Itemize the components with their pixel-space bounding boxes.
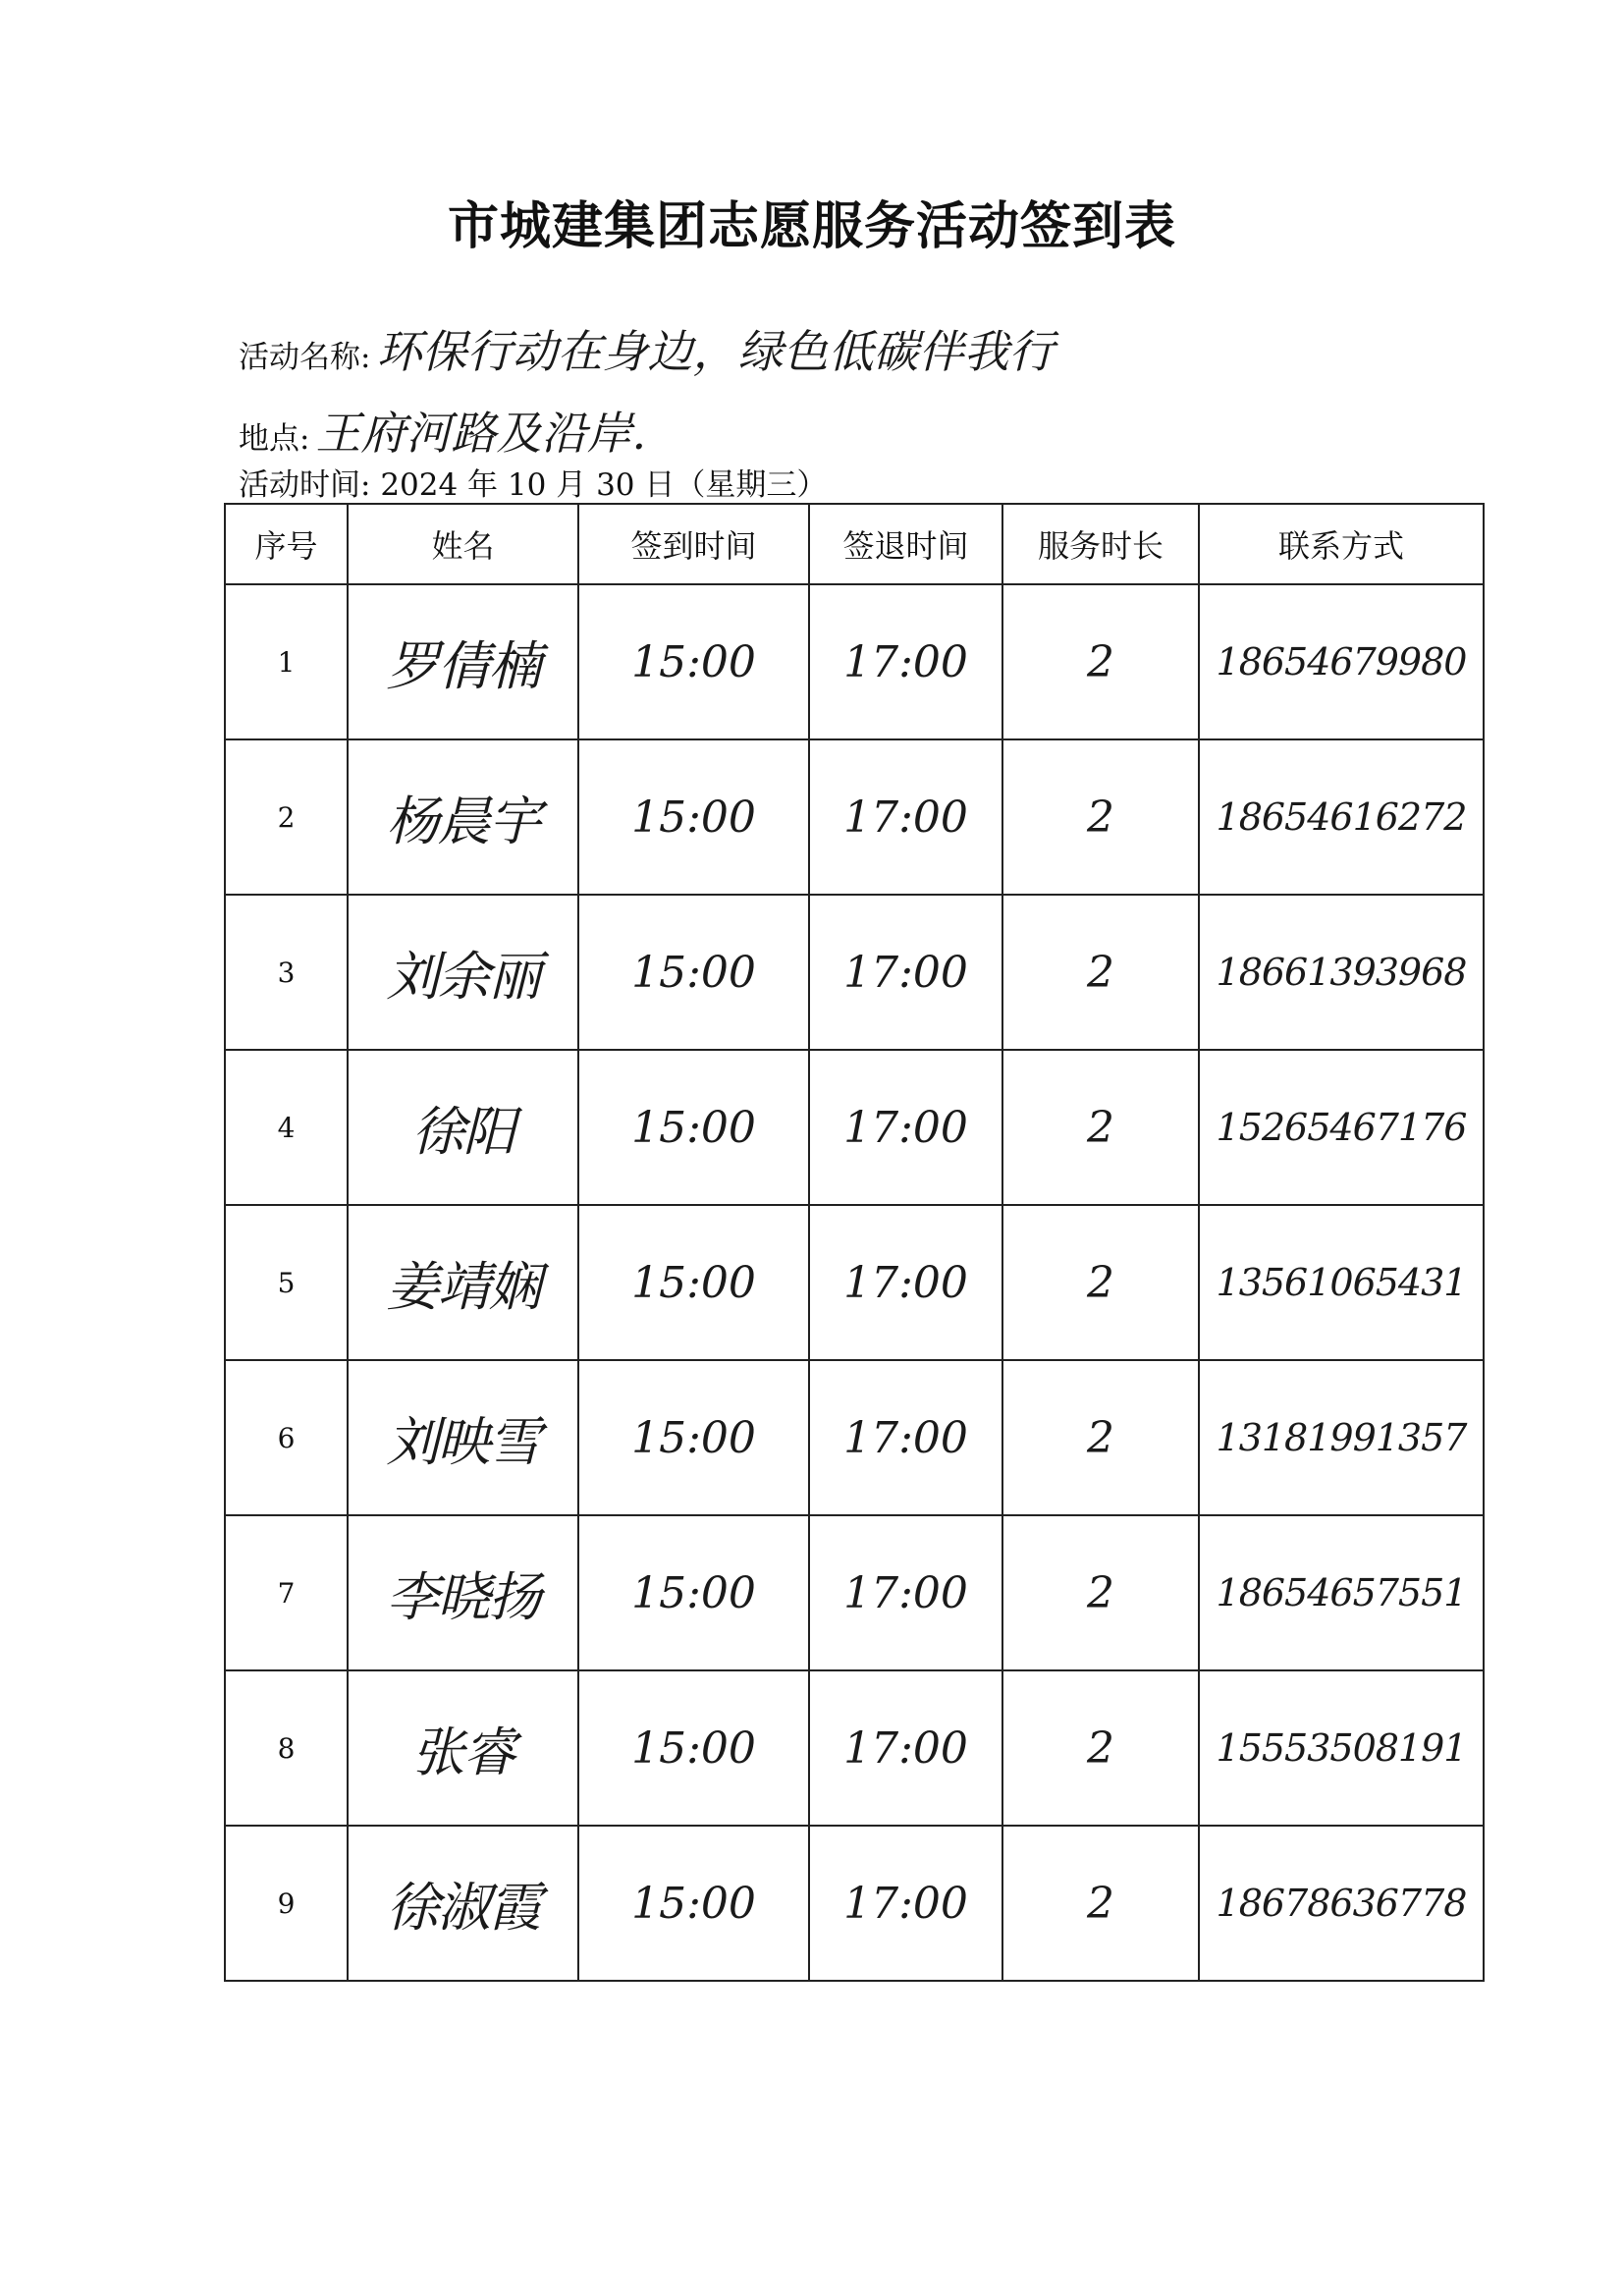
sign-in-time: 15:00 — [578, 1360, 809, 1515]
header-sign-out: 签退时间 — [809, 504, 1002, 584]
sign-out-time: 17:00 — [809, 1205, 1002, 1360]
table-row — [225, 1205, 1484, 1360]
sign-in-table — [224, 503, 1485, 1982]
header-name: 姓名 — [348, 504, 578, 584]
contact-phone: 18661393968 — [1199, 895, 1484, 1050]
sign-out-time: 17:00 — [809, 1670, 1002, 1826]
header-sign-in: 签到时间 — [578, 504, 809, 584]
row-number: 8 — [225, 1670, 348, 1826]
service-duration: 2 — [1002, 1670, 1199, 1826]
header-contact: 联系方式 — [1199, 504, 1484, 584]
activity-time-label: 活动时间: — [239, 467, 371, 503]
contact-phone: 18654679980 — [1199, 584, 1484, 739]
contact-phone: 18654616272 — [1199, 739, 1484, 895]
table-row — [225, 739, 1484, 895]
place-line — [239, 398, 646, 463]
activity-time-line — [239, 460, 827, 504]
header-duration: 服务时长 — [1002, 504, 1199, 584]
sign-in-time: 15:00 — [578, 584, 809, 739]
volunteer-name: 李晓扬 — [348, 1515, 578, 1670]
sign-in-time: 15:00 — [578, 1826, 809, 1981]
table-row — [225, 1670, 1484, 1826]
service-duration: 2 — [1002, 1826, 1199, 1981]
sign-in-time: 15:00 — [578, 1670, 809, 1826]
row-number: 9 — [225, 1826, 348, 1981]
row-number: 1 — [225, 584, 348, 739]
activity-name-label: 活动名称: — [239, 340, 371, 375]
sign-in-time: 15:00 — [578, 739, 809, 895]
sign-in-time: 15:00 — [578, 1515, 809, 1670]
sign-out-time: 17:00 — [809, 1515, 1002, 1670]
sign-in-time: 15:00 — [578, 1205, 809, 1360]
service-duration: 2 — [1002, 1205, 1199, 1360]
contact-phone: 13561065431 — [1199, 1205, 1484, 1360]
activity-name-line — [239, 316, 1054, 381]
row-number: 3 — [225, 895, 348, 1050]
table-header-row — [225, 504, 1484, 584]
service-duration: 2 — [1002, 895, 1199, 1050]
row-number: 4 — [225, 1050, 348, 1205]
activity-name-value: 环保行动在身边，绿色低碳伴我行 — [376, 325, 1055, 378]
table-row — [225, 584, 1484, 739]
volunteer-name: 张睿 — [348, 1670, 578, 1826]
volunteer-name: 刘余丽 — [348, 895, 578, 1050]
volunteer-name: 徐淑霞 — [348, 1826, 578, 1981]
row-number: 6 — [225, 1360, 348, 1515]
header-no: 序号 — [225, 504, 348, 584]
activity-time-value: 2024 年 10 月 30 日（星期三） — [380, 467, 828, 503]
service-duration: 2 — [1002, 1360, 1199, 1515]
service-duration: 2 — [1002, 1515, 1199, 1670]
contact-phone: 18678636778 — [1199, 1826, 1484, 1981]
place-label: 地点: — [239, 421, 310, 457]
volunteer-name: 姜靖娴 — [348, 1205, 578, 1360]
sign-out-time: 17:00 — [809, 739, 1002, 895]
place-value: 王府河路及沿岸. — [315, 407, 647, 460]
row-number: 2 — [225, 739, 348, 895]
table-row — [225, 1826, 1484, 1981]
sign-out-time: 17:00 — [809, 1050, 1002, 1205]
row-number: 7 — [225, 1515, 348, 1670]
sign-out-time: 17:00 — [809, 584, 1002, 739]
contact-phone: 15553508191 — [1199, 1670, 1484, 1826]
table-row — [225, 895, 1484, 1050]
sign-in-time: 15:00 — [578, 895, 809, 1050]
sign-out-time: 17:00 — [809, 1360, 1002, 1515]
sign-out-time: 17:00 — [809, 895, 1002, 1050]
volunteer-name: 杨晨宇 — [348, 739, 578, 895]
table-row — [225, 1360, 1484, 1515]
contact-phone: 18654657551 — [1199, 1515, 1484, 1670]
row-number: 5 — [225, 1205, 348, 1360]
volunteer-name: 罗倩楠 — [348, 584, 578, 739]
volunteer-name: 刘映雪 — [348, 1360, 578, 1515]
service-duration: 2 — [1002, 584, 1199, 739]
service-duration: 2 — [1002, 739, 1199, 895]
table-row — [225, 1050, 1484, 1205]
service-duration: 2 — [1002, 1050, 1199, 1205]
contact-phone: 13181991357 — [1199, 1360, 1484, 1515]
contact-phone: 15265467176 — [1199, 1050, 1484, 1205]
sign-out-time: 17:00 — [809, 1826, 1002, 1981]
sign-in-time: 15:00 — [578, 1050, 809, 1205]
page-title: 市城建集团志愿服务活动签到表 — [447, 197, 1176, 256]
table-row — [225, 1515, 1484, 1670]
volunteer-name: 徐阳 — [348, 1050, 578, 1205]
